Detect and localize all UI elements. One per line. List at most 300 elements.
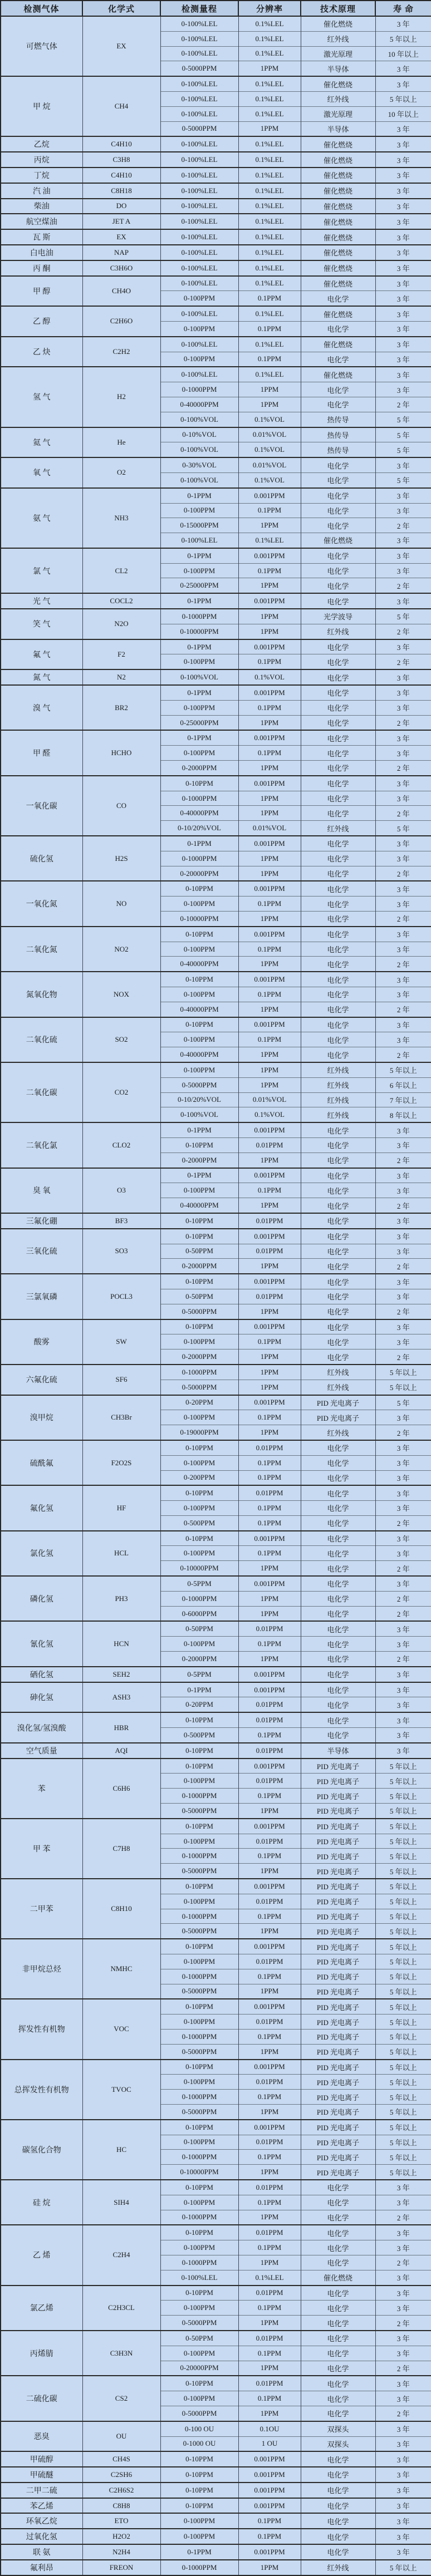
principle-cell: PID 光电离子 — [301, 1849, 375, 1864]
lifespan-cell: 3 年 — [375, 685, 431, 700]
header-row — [1, 1, 431, 16]
lifespan-cell: 10 年以上 — [375, 106, 431, 121]
range-cell: 0-30%VOL — [160, 457, 238, 472]
resolution-cell: 1PPM — [238, 1198, 301, 1213]
table-row — [1, 1667, 431, 1682]
principle-cell: 电化学 — [301, 1244, 375, 1259]
principle-cell: 红外线 — [301, 2560, 375, 2575]
resolution-cell: 1PPM — [238, 1561, 301, 1576]
principle-cell: 电化学 — [301, 1455, 375, 1470]
table-row — [1, 1759, 431, 1774]
resolution-cell: 1PPM — [238, 624, 301, 639]
range-cell: 0-10000PPM — [160, 2165, 238, 2180]
gas-formula-cell: BF3 — [82, 1213, 160, 1229]
resolution-cell: 0.01%VOL — [238, 1092, 301, 1107]
gas-formula-cell: C8H10 — [82, 1879, 160, 1939]
principle-cell: PID 光电离子 — [301, 2029, 375, 2044]
lifespan-cell: 3 年 — [375, 1017, 431, 1032]
range-cell: 0-10PPM — [160, 2225, 238, 2240]
col-header-range: 检测量程 — [160, 1, 238, 16]
lifespan-cell: 3 年 — [375, 121, 431, 136]
gas-formula-cell: JET A — [82, 214, 160, 229]
gas-formula-cell: HF — [82, 1485, 160, 1530]
resolution-cell: 0.01PPM — [238, 1774, 301, 1789]
resolution-cell: 1PPM — [238, 578, 301, 593]
col-header-resolution: 分辨率 — [238, 1, 301, 16]
gas-formula-cell: AQI — [82, 1743, 160, 1759]
range-cell: 0-10PPM — [160, 1759, 238, 1774]
range-cell: 0-2000PPM — [160, 761, 238, 776]
resolution-cell: 0.01PPM — [238, 1743, 301, 1759]
lifespan-cell: 3 年 — [375, 1485, 431, 1500]
gas-name-cell: 硫酰氟 — [1, 1440, 82, 1485]
gas-name-cell: 溴化氢/氢溴酸 — [1, 1712, 82, 1743]
resolution-cell: 0.001PPM — [238, 1819, 301, 1834]
table-row — [1, 260, 431, 276]
lifespan-cell: 3 年 — [375, 136, 431, 152]
resolution-cell: 0.001PPM — [238, 1879, 301, 1894]
principle-cell: 电化学 — [301, 321, 375, 336]
lifespan-cell: 3 年 — [375, 881, 431, 896]
range-cell: 0-5000PPM — [160, 1864, 238, 1879]
range-cell: 0-10/20%VOL — [160, 1092, 238, 1107]
range-cell: 0-1000PPM — [160, 851, 238, 866]
principle-cell: PID 光电离子 — [301, 2014, 375, 2030]
lifespan-cell: 5 年以上 — [375, 1759, 431, 1774]
lifespan-cell: 3 年 — [375, 276, 431, 291]
resolution-cell: 0.1PPM — [238, 1470, 301, 1485]
lifespan-cell: 2 年 — [375, 397, 431, 412]
gas-name-cell: 丙烷 — [1, 152, 82, 168]
lifespan-cell: 5 年以上 — [375, 1774, 431, 1789]
lifespan-cell: 3 年 — [375, 2421, 431, 2436]
gas-name-cell: 氮氧化物 — [1, 972, 82, 1017]
gas-name-cell: 甲硫醚 — [1, 2467, 82, 2483]
resolution-cell: 0.1PPM — [238, 1455, 301, 1470]
principle-cell: 红外线 — [301, 821, 375, 836]
principle-cell: 电化学 — [301, 957, 375, 972]
range-cell: 0-100PPM — [160, 1334, 238, 1349]
range-cell: 0-1PPM — [160, 1122, 238, 1137]
gas-name-cell: 二甲二硫 — [1, 2483, 82, 2498]
principle-cell: PID 光电离子 — [301, 2104, 375, 2119]
range-cell: 0-10/20%VOL — [160, 821, 238, 836]
lifespan-cell: 2 年 — [375, 912, 431, 927]
resolution-cell: 0.1%LEL — [238, 152, 301, 168]
gas-name-cell: 氯 气 — [1, 548, 82, 593]
range-cell: 0-10PPM — [160, 1879, 238, 1894]
resolution-cell: 0.1PPM — [238, 2195, 301, 2210]
resolution-cell: 0.001PPM — [238, 2451, 301, 2467]
range-cell: 0-100%LEL — [160, 76, 238, 91]
range-cell: 0-50PPM — [160, 1621, 238, 1636]
table-row — [1, 1365, 431, 1380]
principle-cell: 电化学 — [301, 352, 375, 367]
principle-cell: 电化学 — [301, 1229, 375, 1244]
range-cell: 0-100%LEL — [160, 91, 238, 106]
range-cell: 0-1PPM — [160, 730, 238, 745]
resolution-cell: 0.1%LEL — [238, 2270, 301, 2285]
principle-cell: 电化学 — [301, 2483, 375, 2498]
resolution-cell: 0.001PPM — [238, 548, 301, 563]
principle-cell: 电化学 — [301, 1485, 375, 1500]
range-cell: 0-10PPM — [160, 2060, 238, 2075]
lifespan-cell: 5 年以上 — [375, 1819, 431, 1834]
resolution-cell: 0.1%VOL — [238, 442, 301, 457]
range-cell: 0-10PPM — [160, 1137, 238, 1152]
resolution-cell: 0.1%LEL — [238, 16, 301, 31]
range-cell: 0-100%LEL — [160, 337, 238, 352]
gas-formula-cell: C2SH6 — [82, 2467, 160, 2483]
resolution-cell: 0.1PPM — [238, 1789, 301, 1804]
principle-cell: 催化燃烧 — [301, 183, 375, 199]
gas-name-cell: 甲 醇 — [1, 276, 82, 307]
resolution-cell: 0.001PPM — [238, 1682, 301, 1697]
range-cell: 0-100PPM — [160, 654, 238, 669]
table-row — [1, 1621, 431, 1636]
resolution-cell: 0.01PPM — [238, 2225, 301, 2240]
principle-cell: 电化学 — [301, 457, 375, 472]
lifespan-cell: 3 年 — [375, 352, 431, 367]
range-cell: 0-10PPM — [160, 1819, 238, 1834]
principle-cell: 电化学 — [301, 2316, 375, 2331]
range-cell: 0-100%LEL — [160, 214, 238, 229]
principle-cell: 电化学 — [301, 972, 375, 987]
range-cell: 0-5000PPM — [160, 2104, 238, 2119]
resolution-cell: 0.1PPM — [238, 1183, 301, 1198]
col-header-principle: 技术原理 — [301, 1, 375, 16]
gas-formula-cell: SW — [82, 1319, 160, 1365]
range-cell: 0-100%LEL — [160, 152, 238, 168]
col-header-lifespan: 寿 命 — [375, 1, 431, 16]
range-cell: 0-100PPM — [160, 1546, 238, 1561]
principle-cell: PID 光电离子 — [301, 1804, 375, 1819]
lifespan-cell: 3 年 — [375, 367, 431, 382]
gas-formula-cell: SEH2 — [82, 1667, 160, 1682]
lifespan-cell: 3 年 — [375, 593, 431, 609]
resolution-cell: 1PPM — [238, 1804, 301, 1819]
principle-cell: 电化学 — [301, 2180, 375, 2195]
range-cell: 0-2000PPM — [160, 1349, 238, 1365]
gas-name-cell: 光 气 — [1, 593, 82, 609]
gas-formula-cell: HBR — [82, 1712, 160, 1743]
range-cell: 0-40000PPM — [160, 1047, 238, 1062]
table-row — [1, 2560, 431, 2575]
resolution-cell: 0.1PPM — [238, 2391, 301, 2406]
gas-name-cell: 三氟化硼 — [1, 1213, 82, 1229]
table-row — [1, 2120, 431, 2135]
resolution-cell: 1PPM — [238, 1425, 301, 1440]
range-cell: 0-100PPM — [160, 1954, 238, 1969]
resolution-cell: 1PPM — [238, 1365, 301, 1380]
gas-formula-cell: H2 — [82, 367, 160, 427]
lifespan-cell: 3 年 — [375, 1122, 431, 1137]
principle-cell: 电化学 — [301, 1712, 375, 1727]
lifespan-cell: 2 年 — [375, 1606, 431, 1621]
principle-cell: 电化学 — [301, 397, 375, 412]
principle-cell: 电化学 — [301, 488, 375, 503]
lifespan-cell: 3 年 — [375, 321, 431, 336]
lifespan-cell: 5 年以上 — [375, 1924, 431, 1939]
gas-name-cell: 二氧化碳 — [1, 1062, 82, 1122]
gas-name-cell: 丙 酮 — [1, 260, 82, 276]
principle-cell: 电化学 — [301, 1606, 375, 1621]
gas-name-cell: 溴 气 — [1, 685, 82, 730]
principle-cell: 电化学 — [301, 1470, 375, 1485]
resolution-cell: 0.01PPM — [238, 2014, 301, 2030]
gas-formula-cell: C3H6O — [82, 260, 160, 276]
lifespan-cell: 3 年 — [375, 1137, 431, 1152]
table-row — [1, 1395, 431, 1410]
principle-cell: PID 光电离子 — [301, 1999, 375, 2014]
gas-formula-cell: VOC — [82, 1999, 160, 2059]
range-cell: 0-10000PPM — [160, 912, 238, 927]
range-cell: 0-19000PPM — [160, 1425, 238, 1440]
range-cell: 0-5000PPM — [160, 1924, 238, 1939]
lifespan-cell: 3 年 — [375, 1274, 431, 1289]
principle-cell: 电化学 — [301, 639, 375, 654]
range-cell: 0-100PPM — [160, 1501, 238, 1516]
principle-cell: 电化学 — [301, 987, 375, 1002]
lifespan-cell: 5 年以上 — [375, 1380, 431, 1395]
range-cell: 0-100PPM — [160, 2075, 238, 2090]
range-cell: 0-100%VOL — [160, 472, 238, 487]
principle-cell: 电化学 — [301, 669, 375, 685]
gas-name-cell: 氟利昂 — [1, 2560, 82, 2575]
lifespan-cell: 2 年 — [375, 1152, 431, 1168]
resolution-cell: 0.001PPM — [238, 730, 301, 745]
range-cell: 0-10PPM — [160, 1017, 238, 1032]
gas-name-cell: 三氯氧磷 — [1, 1274, 82, 1319]
principle-cell: 电化学 — [301, 2286, 375, 2301]
resolution-cell: 1PPM — [238, 61, 301, 76]
table-row — [1, 1319, 431, 1334]
gas-name-cell: 一氧化碳 — [1, 776, 82, 836]
range-cell: 0-100%LEL — [160, 106, 238, 121]
lifespan-cell: 5 年以上 — [375, 1999, 431, 2014]
table-row — [1, 2529, 431, 2544]
lifespan-cell: 3 年 — [375, 2346, 431, 2361]
gas-formula-cell: CL2 — [82, 548, 160, 593]
range-cell: 0-10PPM — [160, 1274, 238, 1289]
lifespan-cell: 3 年 — [375, 2225, 431, 2240]
resolution-cell: 0.01PPM — [238, 1712, 301, 1727]
resolution-cell: 0.1OU — [238, 2421, 301, 2436]
principle-cell: 半导体 — [301, 1743, 375, 1759]
gas-name-cell: 非甲烷总烃 — [1, 1939, 82, 1999]
table-row — [1, 2467, 431, 2483]
principle-cell: 电化学 — [301, 503, 375, 518]
range-cell: 0-5PPM — [160, 1576, 238, 1591]
principle-cell: PID 光电离子 — [301, 2075, 375, 2090]
lifespan-cell: 2 年 — [375, 2210, 431, 2225]
lifespan-cell: 3 年 — [375, 851, 431, 866]
resolution-cell: 0.1PPM — [238, 2090, 301, 2105]
resolution-cell: 0.1PPM — [238, 291, 301, 306]
table-row — [1, 76, 431, 91]
table-row — [1, 276, 431, 291]
resolution-cell: 0.1PPM — [238, 2029, 301, 2044]
range-cell: 0-100PPM — [160, 1455, 238, 1470]
principle-cell: 电化学 — [301, 2240, 375, 2255]
resolution-cell: 0.1PPM — [238, 700, 301, 715]
principle-cell: PID 光电离子 — [301, 2044, 375, 2059]
table-row — [1, 2498, 431, 2514]
gas-formula-cell: C7H8 — [82, 1819, 160, 1879]
principle-cell: 电化学 — [301, 746, 375, 761]
gas-formula-cell: C2H3CL — [82, 2286, 160, 2331]
lifespan-cell: 7 年以上 — [375, 1092, 431, 1107]
table-row — [1, 367, 431, 382]
range-cell: 0-100%LEL — [160, 276, 238, 291]
lifespan-cell: 3 年 — [375, 2331, 431, 2346]
principle-cell: 电化学 — [301, 1334, 375, 1349]
table-row — [1, 229, 431, 245]
principle-cell: 电化学 — [301, 291, 375, 306]
lifespan-cell: 5 年以上 — [375, 2029, 431, 2044]
range-cell: 0-10PPM — [160, 2483, 238, 2498]
lifespan-cell: 3 年 — [375, 1229, 431, 1244]
table-row — [1, 881, 431, 896]
lifespan-cell: 3 年 — [375, 533, 431, 548]
range-cell: 0-500PPM — [160, 1728, 238, 1743]
range-cell: 0-6000PPM — [160, 1606, 238, 1621]
lifespan-cell: 3 年 — [375, 1667, 431, 1682]
resolution-cell: 0.1%VOL — [238, 1107, 301, 1122]
lifespan-cell: 3 年 — [375, 2286, 431, 2301]
gas-formula-cell: CS2 — [82, 2376, 160, 2421]
gas-name-cell: 可燃气体 — [1, 16, 82, 76]
resolution-cell: 0.1%LEL — [238, 276, 301, 291]
lifespan-cell: 3 年 — [375, 2451, 431, 2467]
range-cell: 0-1PPM — [160, 836, 238, 851]
principle-cell: 电化学 — [301, 1349, 375, 1365]
principle-cell: 电化学 — [301, 593, 375, 609]
resolution-cell: 0.001PPM — [238, 639, 301, 654]
lifespan-cell: 8 年以上 — [375, 1107, 431, 1122]
principle-cell: 电化学 — [301, 2498, 375, 2514]
principle-cell: 电化学 — [301, 1682, 375, 1697]
principle-cell: PID 光电离子 — [301, 1879, 375, 1894]
principle-cell: 催化燃烧 — [301, 199, 375, 214]
principle-cell: 电化学 — [301, 1274, 375, 1289]
gas-formula-cell: O3 — [82, 1168, 160, 1213]
principle-cell: PID 光电离子 — [301, 1894, 375, 1909]
gas-formula-cell: OU — [82, 2421, 160, 2452]
resolution-cell: 1PPM — [238, 1152, 301, 1168]
range-cell: 0-10PPM — [160, 927, 238, 942]
principle-cell: 催化燃烧 — [301, 136, 375, 152]
gas-name-cell: 臭 氧 — [1, 1168, 82, 1213]
lifespan-cell: 2 年 — [375, 1652, 431, 1667]
resolution-cell: 0.1PPM — [238, 1849, 301, 1864]
table-row — [1, 1879, 431, 1894]
principle-cell: 电化学 — [301, 685, 375, 700]
gas-name-cell: 二氧化氯 — [1, 1122, 82, 1168]
range-cell: 0-1000PPM — [160, 1969, 238, 1984]
range-cell: 0-50PPM — [160, 1289, 238, 1304]
resolution-cell: 0.1PPM — [238, 1546, 301, 1561]
principle-cell: 电化学 — [301, 1667, 375, 1682]
gas-name-cell: 苯 — [1, 1759, 82, 1819]
lifespan-cell: 5 年以上 — [375, 91, 431, 106]
lifespan-cell: 3 年 — [375, 229, 431, 245]
lifespan-cell: 3 年 — [375, 746, 431, 761]
lifespan-cell: 5 年 — [375, 442, 431, 457]
principle-cell: 双探头 — [301, 2421, 375, 2436]
resolution-cell: 0.001PPM — [238, 1667, 301, 1682]
principle-cell: 电化学 — [301, 715, 375, 730]
principle-cell: 电化学 — [301, 578, 375, 593]
table-row — [1, 16, 431, 31]
range-cell: 0-20PPM — [160, 1697, 238, 1712]
principle-cell: PID 光电离子 — [301, 1909, 375, 1924]
principle-cell: 电化学 — [301, 761, 375, 776]
principle-cell: 半导体 — [301, 121, 375, 136]
gas-name-cell: 溴甲烷 — [1, 1395, 82, 1440]
lifespan-cell: 2 年 — [375, 654, 431, 669]
table-row — [1, 214, 431, 229]
lifespan-cell: 3 年 — [375, 2513, 431, 2529]
resolution-cell: 0.1PPM — [238, 987, 301, 1002]
range-cell: 0-5000PPM — [160, 1984, 238, 1999]
range-cell: 0-100PPM — [160, 2346, 238, 2361]
lifespan-cell: 2 年 — [375, 2255, 431, 2270]
principle-cell: 红外线 — [301, 1380, 375, 1395]
gas-formula-cell: H2O2 — [82, 2529, 160, 2544]
table-row — [1, 199, 431, 214]
principle-cell: 电化学 — [301, 881, 375, 896]
principle-cell: 电化学 — [301, 1697, 375, 1712]
lifespan-cell: 2 年 — [375, 715, 431, 730]
gas-name-cell: 乙烷 — [1, 136, 82, 152]
resolution-cell: 0.01PPM — [238, 1137, 301, 1152]
lifespan-cell: 3 年 — [375, 1183, 431, 1198]
principle-cell: 热传导 — [301, 427, 375, 442]
resolution-cell: 0.1PPM — [238, 746, 301, 761]
range-cell: 0-5000PPM — [160, 1077, 238, 1092]
table-row — [1, 1485, 431, 1500]
lifespan-cell: 3 年 — [375, 260, 431, 276]
gas-formula-cell: POCL3 — [82, 1274, 160, 1319]
range-cell: 0-10PPM — [160, 2467, 238, 2483]
resolution-cell: 0.1%LEL — [238, 229, 301, 245]
resolution-cell: 1PPM — [238, 957, 301, 972]
range-cell: 0-100PPM — [160, 352, 238, 367]
resolution-cell: 0.1PPM — [238, 2150, 301, 2165]
range-cell: 0-100PPM — [160, 2391, 238, 2406]
gas-formula-cell: NO — [82, 881, 160, 926]
resolution-cell: 0.001PPM — [238, 1759, 301, 1774]
gas-name-cell: 乙 烯 — [1, 2225, 82, 2285]
gas-formula-cell: SF6 — [82, 1365, 160, 1395]
lifespan-cell: 10 年以上 — [375, 46, 431, 61]
table-row — [1, 776, 431, 791]
lifespan-cell: 2 年 — [375, 761, 431, 776]
gas-formula-cell: ASH3 — [82, 1682, 160, 1713]
gas-name-cell: 砷化氢 — [1, 1682, 82, 1713]
gas-name-cell: 总挥发性有机物 — [1, 2060, 82, 2120]
lifespan-cell: 3 年 — [375, 1637, 431, 1652]
lifespan-cell: 3 年 — [375, 199, 431, 214]
principle-cell: 电化学 — [301, 2331, 375, 2346]
resolution-cell: 1PPM — [238, 1984, 301, 1999]
range-cell: 0-50PPM — [160, 1244, 238, 1259]
table-row — [1, 548, 431, 563]
principle-cell: 红外线 — [301, 624, 375, 639]
resolution-cell: 1PPM — [238, 761, 301, 776]
gas-name-cell: 甲硫醇 — [1, 2451, 82, 2467]
